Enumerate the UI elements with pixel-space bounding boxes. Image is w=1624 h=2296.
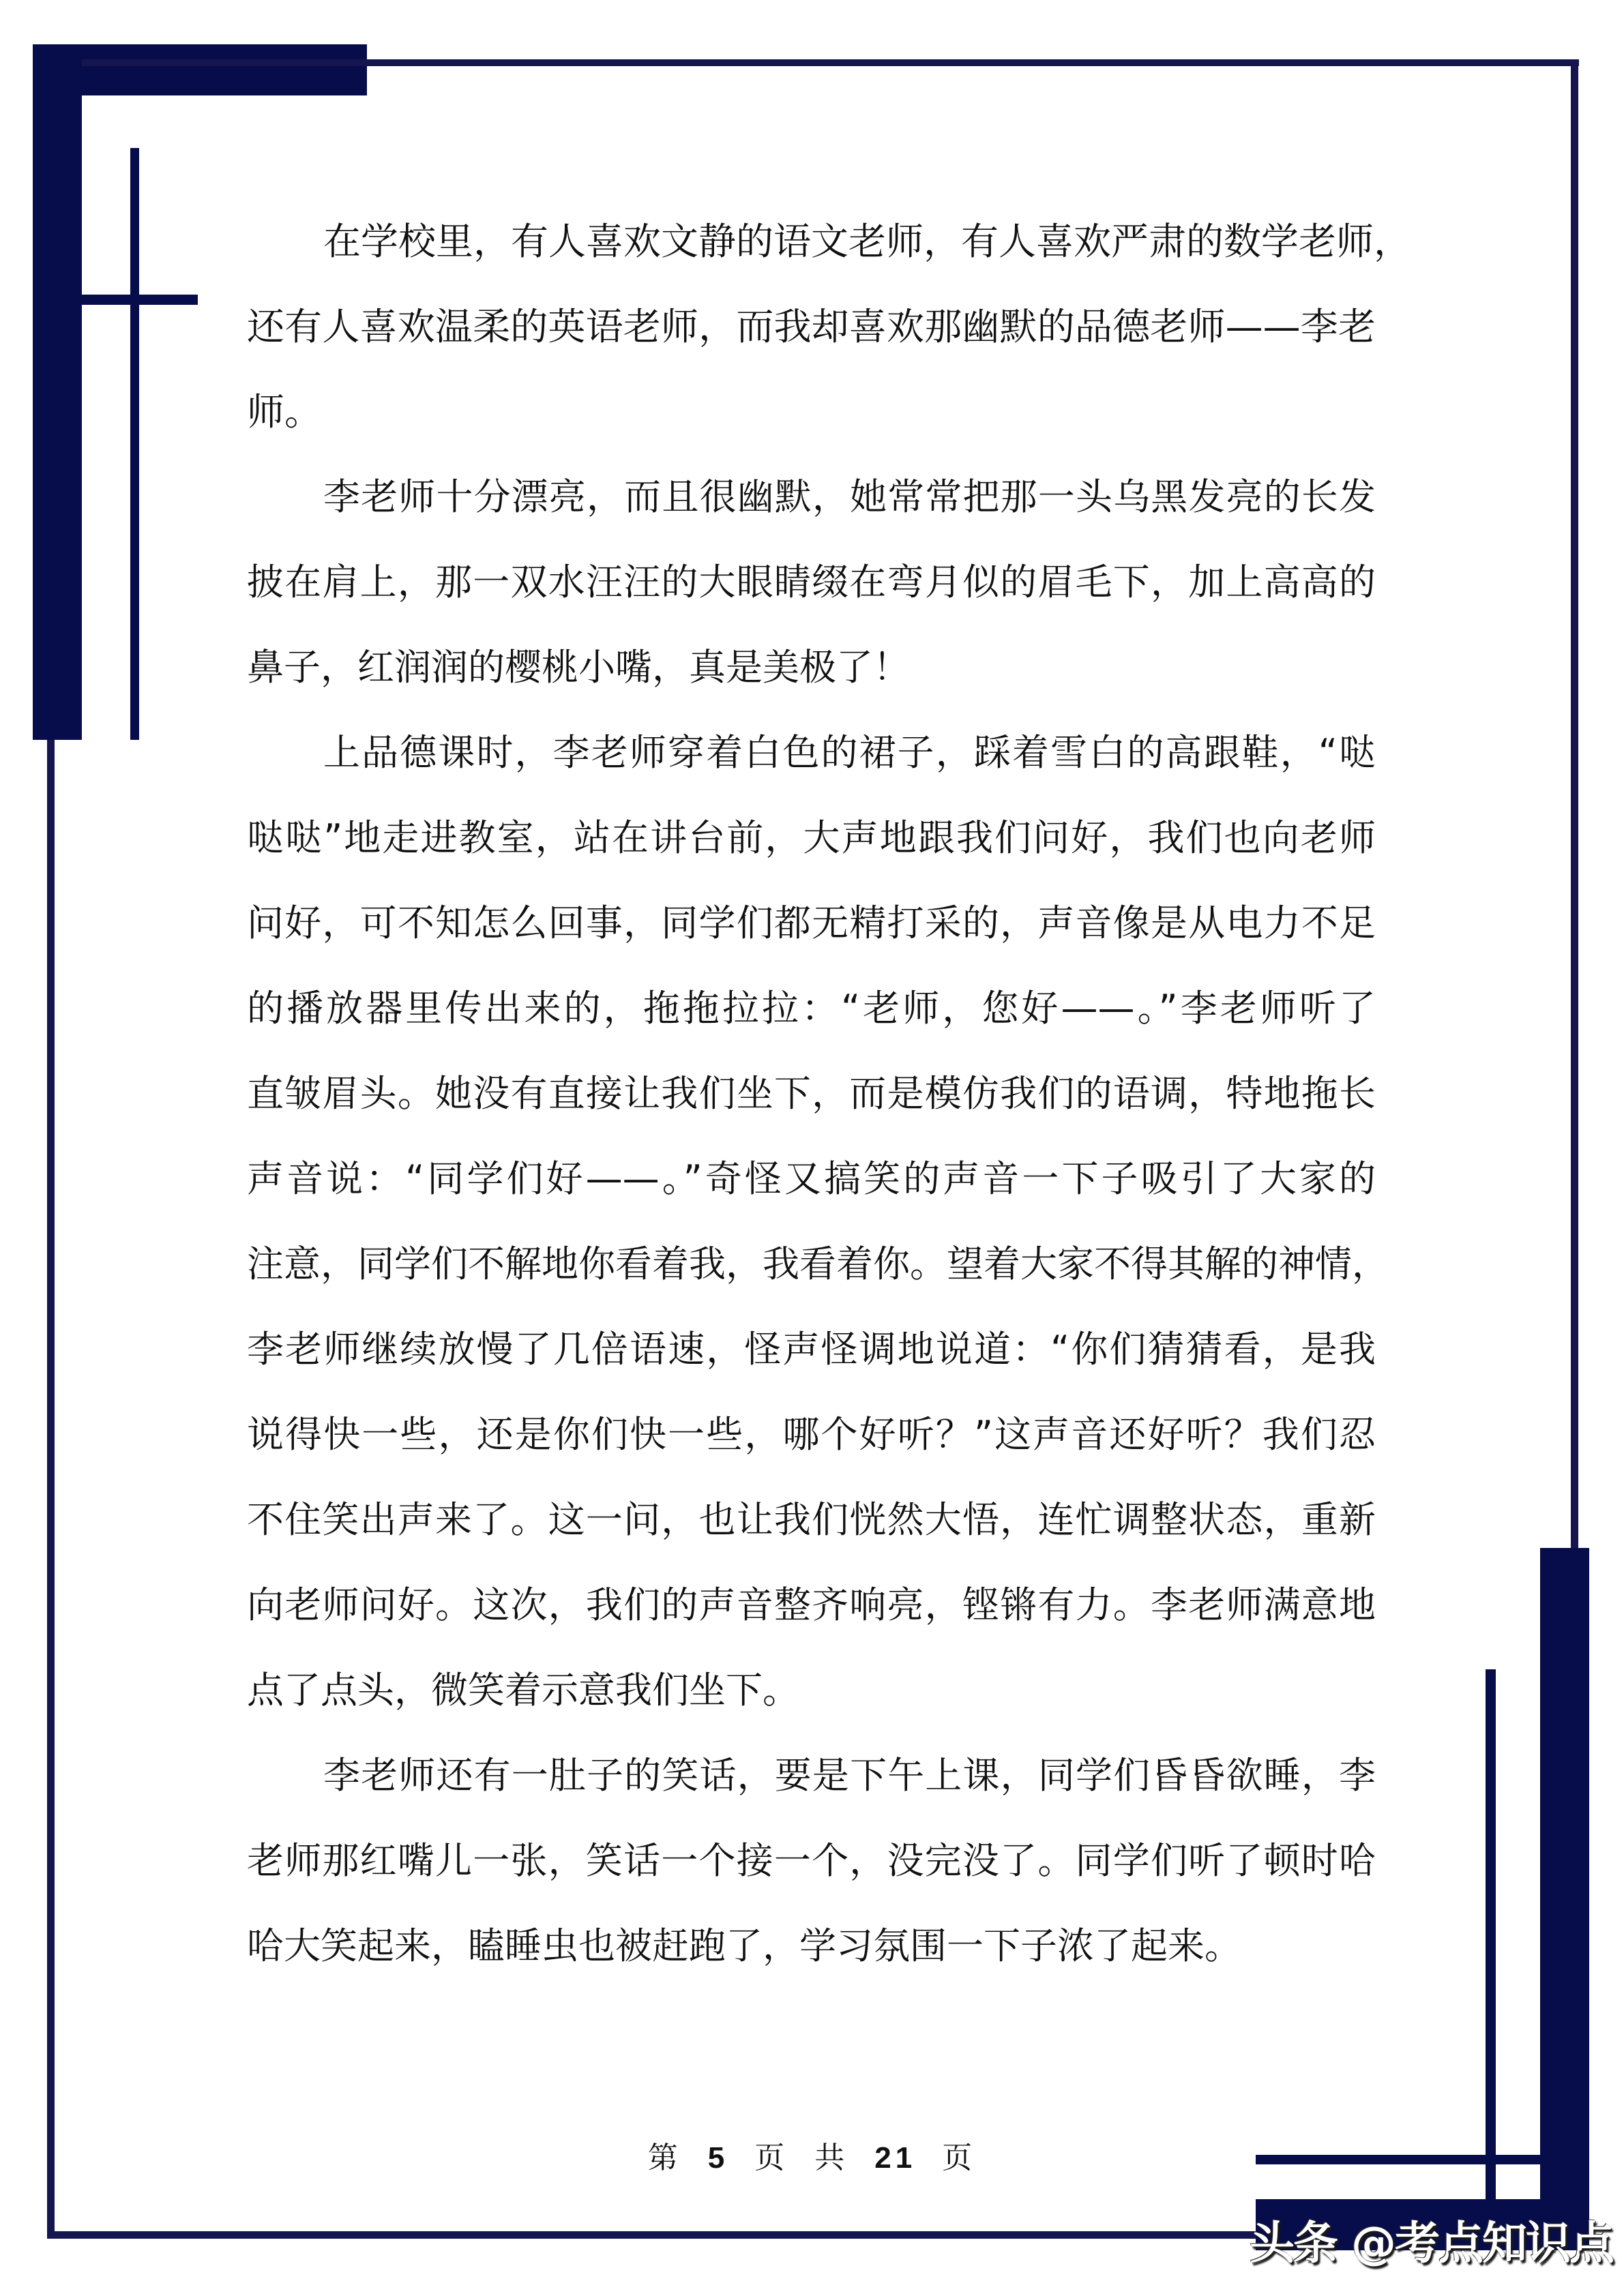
source-watermark: 头条 @考点知识点 xyxy=(1250,2217,1613,2269)
text-line: 问好，可不知怎么回事，同学们都无精打采的，声音像是从电力不足 xyxy=(247,901,1376,944)
text-line: 还有人喜欢温柔的英语老师，而我却喜欢那幽默的品德老师——李老 xyxy=(247,305,1376,348)
text-line: 在学校里，有人喜欢文静的语文老师，有人喜欢严肃的数学老师， xyxy=(323,220,1412,263)
total-pages-number: 21 xyxy=(874,2141,917,2175)
text-line: 向老师问好。这次，我们的声音整齐响亮，铿锵有力。李老师满意地 xyxy=(247,1583,1376,1626)
footer-total-word: 共 xyxy=(814,2141,849,2175)
page-number-footer xyxy=(0,2133,1624,2177)
text-line: 直皱眉头。她没有直接让我们坐下，而是模仿我们的语调，特地拖长 xyxy=(247,1072,1376,1115)
frame-left-line xyxy=(47,740,55,2239)
footer-prefix: 第 xyxy=(647,2141,682,2175)
text-line: 点了点头，微笑着示意我们坐下。 xyxy=(247,1669,799,1712)
paragraph-3 xyxy=(247,731,1389,1754)
text-line: 的播放器里传出来的，拖拖拉拉：“老师，您好——。”李老师听了 xyxy=(247,987,1376,1030)
text-line: 说得快一些，还是你们快一些，哪个好听？”这声音还好听？我们忍 xyxy=(247,1413,1376,1456)
text-line: 李老师继续放慢了几倍语速，怪声怪调地说道：“你们猜猜看，是我 xyxy=(247,1328,1376,1371)
frame-top-line xyxy=(82,59,1579,66)
text-line: 上品德课时，李老师穿着白色的裙子，踩着雪白的高跟鞋，“哒 xyxy=(323,731,1376,774)
paragraph-2 xyxy=(247,475,1376,731)
paragraph-4 xyxy=(247,1754,1376,2010)
text-line: 披在肩上，那一双水汪汪的大眼睛缀在弯月似的眉毛下，加上高高的 xyxy=(247,561,1376,603)
text-line: 鼻子，红润润的樱桃小嘴，真是美极了！ xyxy=(247,646,910,689)
frame-topleft-thick-vertical xyxy=(33,44,82,740)
current-page-number: 5 xyxy=(707,2141,729,2175)
frame-topleft-thick-horizontal xyxy=(33,44,367,95)
document-body xyxy=(247,220,1412,2010)
frame-bottomright-inner-vertical xyxy=(1486,1669,1496,2201)
text-line: 李老师十分漂亮，而且很幽默，她常常把那一头乌黑发亮的长发 xyxy=(323,475,1376,518)
footer-page-word: 页 xyxy=(754,2141,789,2175)
frame-right-line xyxy=(1571,59,1578,1553)
paragraph-1 xyxy=(247,220,1412,475)
text-line: 不住笑出声来了。这一问，也让我们恍然大悟，连忙调整状态，重新 xyxy=(247,1498,1376,1541)
text-line: 师。 xyxy=(247,390,323,434)
text-line: 哈大笑起来，瞌睡虫也被赶跑了，学习氛围一下子浓了起来。 xyxy=(247,1924,1241,1967)
text-line: 哒哒”地走进教室，站在讲台前，大声地跟我们问好，我们也向老师 xyxy=(247,816,1376,859)
text-line: 注意，同学们不解地你看着我，我看着你。望着大家不得其解的神情， xyxy=(247,1242,1389,1285)
frame-bottom-line xyxy=(47,2231,1258,2239)
text-line: 老师那红嘴儿一张，笑话一个接一个，没完没了。同学们听了顿时哈 xyxy=(247,1839,1376,1882)
text-line: 李老师还有一肚子的笑话，要是下午上课，同学们昏昏欲睡，李 xyxy=(323,1754,1376,1797)
text-line: 声音说：“同学们好——。”奇怪又搞笑的声音一下子吸引了大家的 xyxy=(247,1157,1376,1200)
footer-suffix: 页 xyxy=(942,2141,977,2175)
frame-topleft-inner-vertical xyxy=(130,148,139,740)
frame-topleft-cross-horizontal xyxy=(82,295,198,305)
